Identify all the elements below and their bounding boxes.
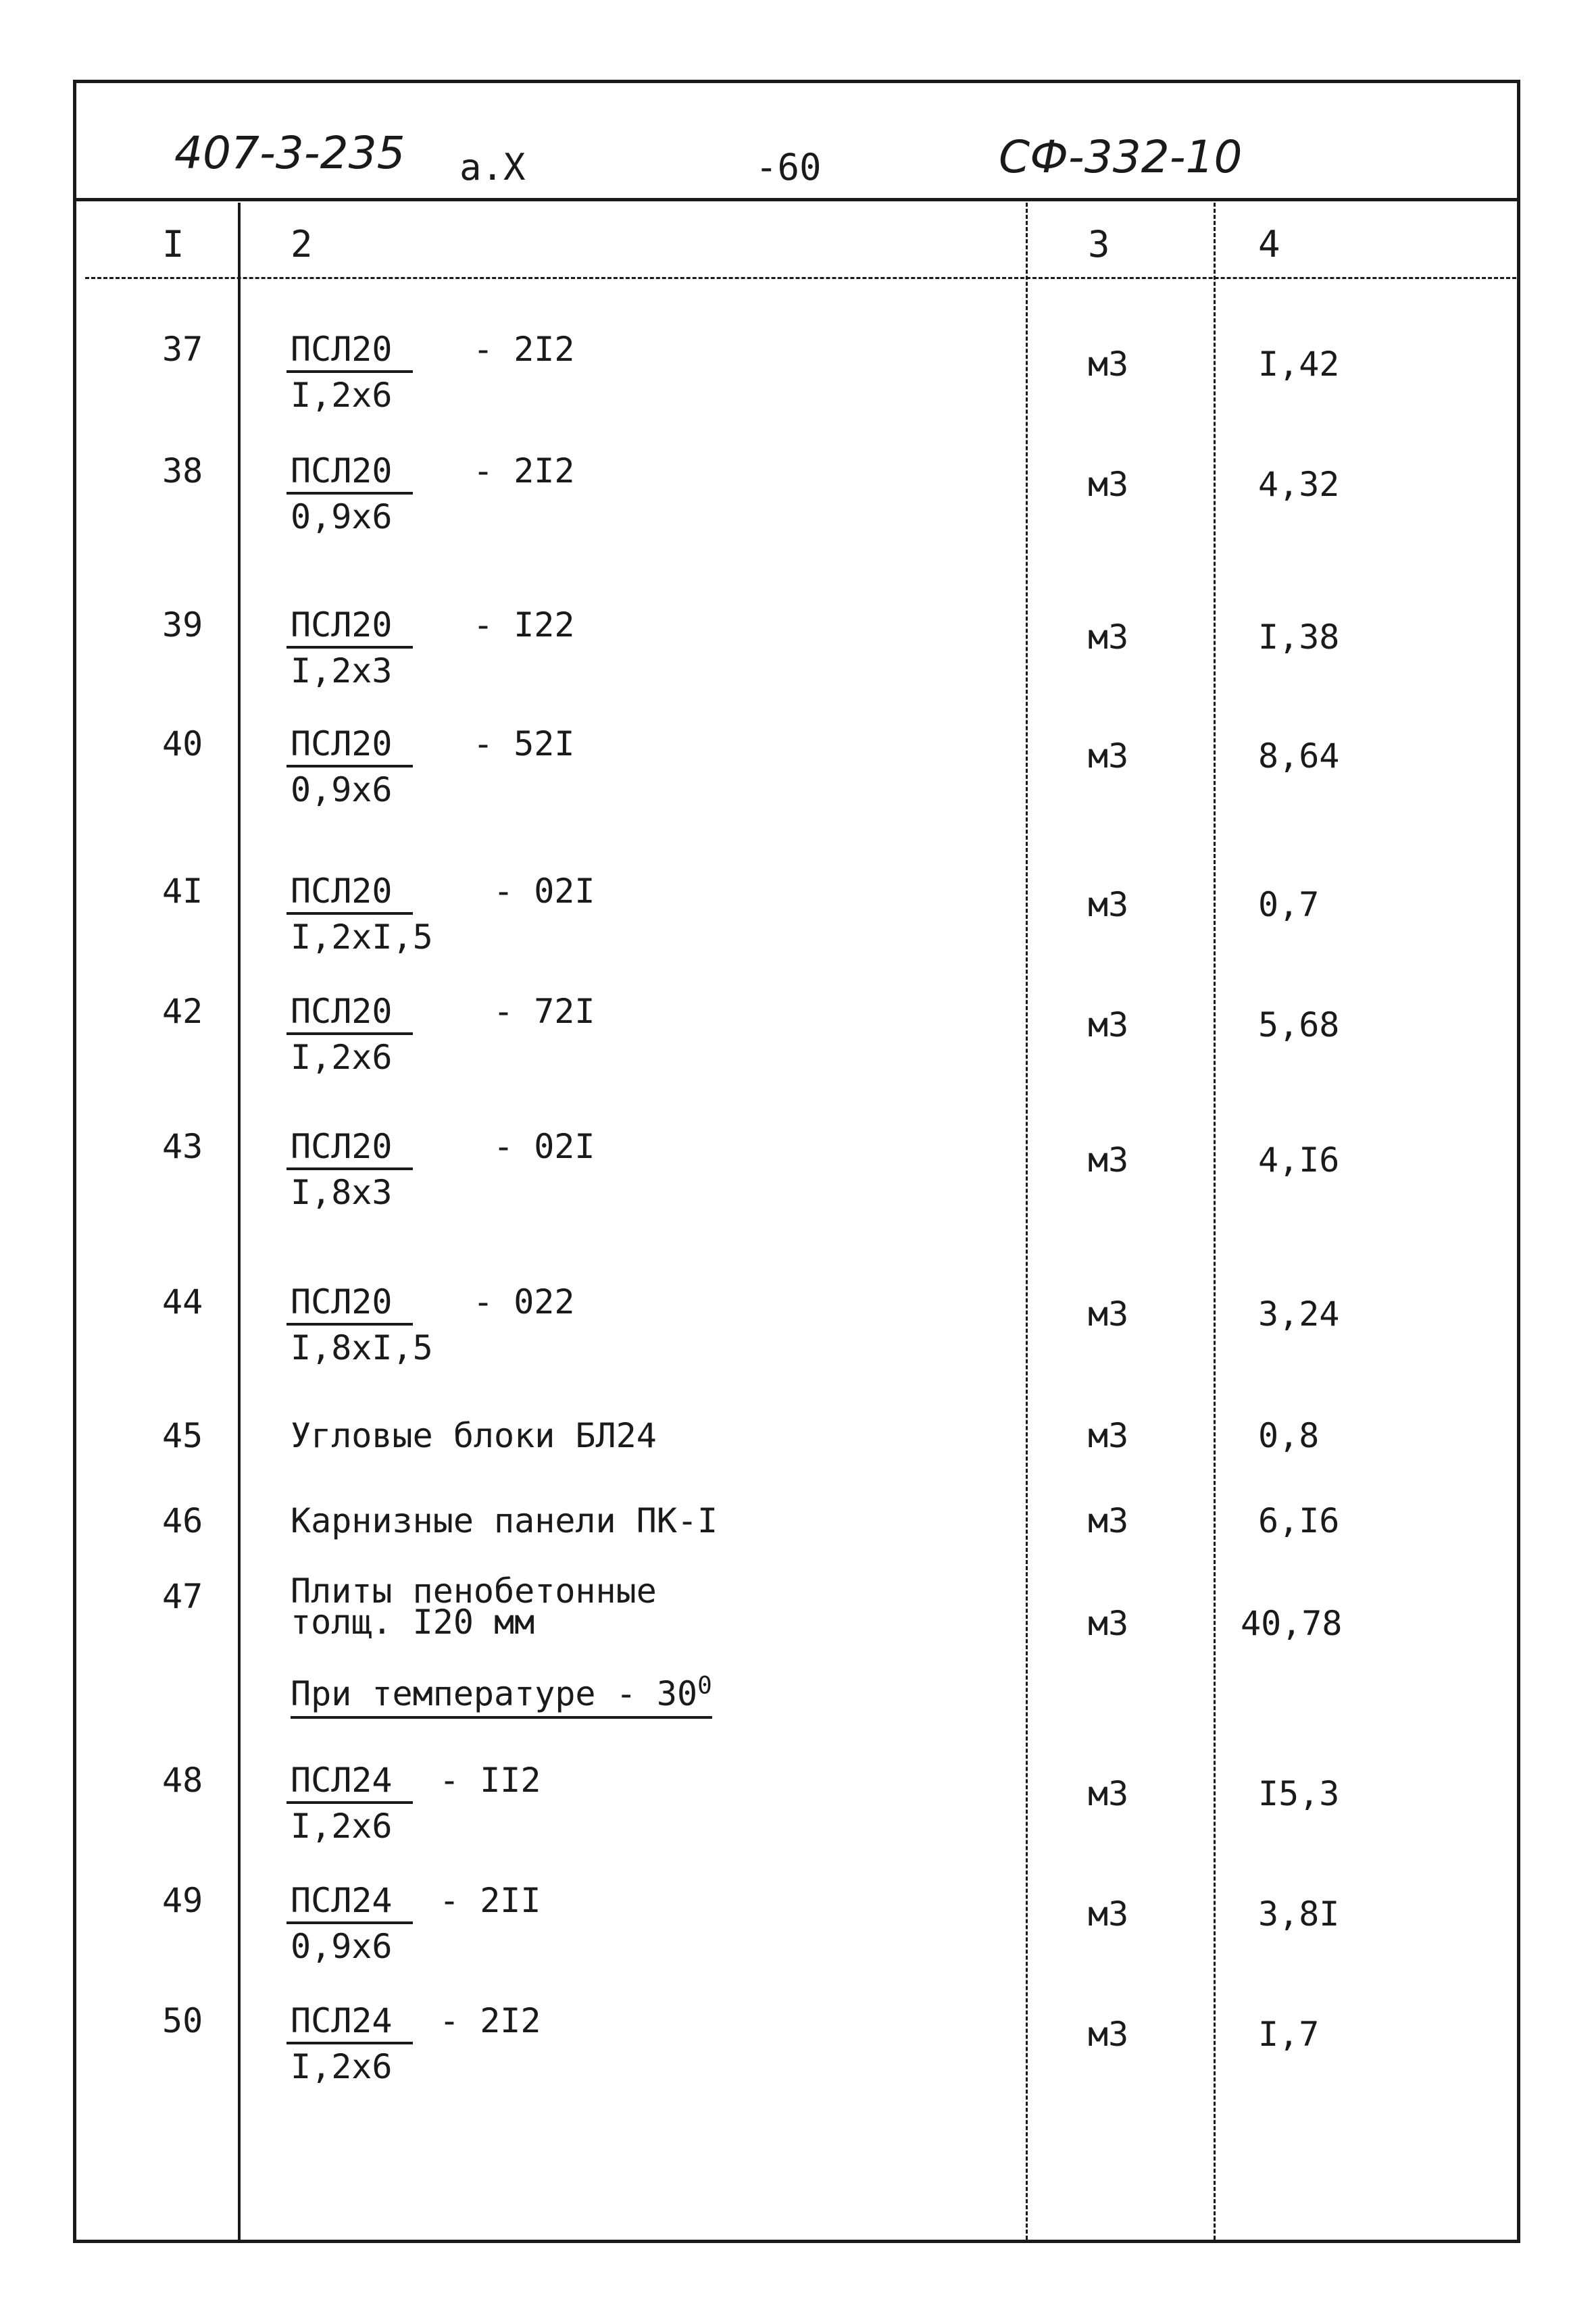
col-rule-3 [1214, 203, 1216, 2240]
item-fraction [286, 451, 575, 536]
unit-cell: м3 [1088, 345, 1129, 384]
subheading-text: При температуре - 30 [291, 1674, 698, 1713]
doc-number: 407-3-235 [174, 127, 405, 179]
fraction-top: ПСЛ20 [286, 330, 413, 373]
col-header-3: 3 [1088, 223, 1110, 266]
unit-cell: м3 [1088, 465, 1129, 504]
item-code: - 2II [439, 1881, 541, 1920]
unit-cell: м3 [1088, 1005, 1129, 1045]
col-header-2: 2 [291, 223, 313, 266]
fraction-top: ПСЛ24 [286, 1761, 413, 1804]
doc-code: СФ-332-10 [999, 131, 1243, 183]
fraction-bottom: I,8xI,5 [291, 1328, 433, 1367]
item-code: - 02I [493, 872, 595, 911]
fraction-top: ПСЛ20 [286, 605, 413, 649]
fraction-top: ПСЛ20 [286, 992, 413, 1035]
col-header-1: I [162, 223, 184, 266]
section-subheading [291, 1671, 712, 1713]
fraction-bottom: 0,9x6 [291, 1927, 393, 1966]
row-number: 46 [162, 1501, 203, 1540]
value-cell: I,7 [1258, 2015, 1320, 2054]
value-cell: 0,8 [1258, 1416, 1320, 1455]
fraction-bottom: 0,9x6 [291, 497, 393, 536]
unit-cell: м3 [1088, 1416, 1129, 1455]
value-cell: 3,24 [1258, 1294, 1340, 1334]
value-cell: I,38 [1258, 618, 1340, 657]
fraction-bottom: I,2x6 [291, 2047, 393, 2086]
fraction-top: ПСЛ24 [286, 2001, 413, 2044]
unit-cell: м3 [1088, 1140, 1129, 1180]
fraction-top: ПСЛ20 [286, 451, 413, 495]
degree-sup: 0 [697, 1671, 712, 1699]
item-fraction [286, 1881, 541, 1966]
row-number: 40 [162, 724, 203, 763]
row-number: 45 [162, 1416, 203, 1455]
unit-cell: м3 [1088, 885, 1129, 924]
fraction-bottom: I,2x6 [291, 376, 393, 415]
unit-cell: м3 [1088, 618, 1129, 657]
col-rule-2 [1026, 203, 1028, 2240]
item-fraction [286, 1127, 595, 1212]
fraction-bottom: I,2xI,5 [291, 917, 433, 957]
value-cell: 6,I6 [1258, 1501, 1340, 1540]
value-cell: 3,8I [1258, 1894, 1340, 1934]
unit-cell: м3 [1088, 1774, 1129, 1813]
value-cell: 8,64 [1258, 736, 1340, 776]
value-cell: 5,68 [1258, 1005, 1340, 1045]
fraction-top: ПСЛ20 [286, 872, 413, 915]
unit-cell: м3 [1088, 2015, 1129, 2054]
unit-cell: м3 [1088, 1294, 1129, 1334]
row-number: 49 [162, 1881, 203, 1920]
col-rule-1 [238, 203, 241, 2240]
item-fraction [286, 1761, 541, 1846]
row-number: 48 [162, 1761, 203, 1800]
unit-cell: м3 [1088, 1894, 1129, 1934]
row-number: 47 [162, 1577, 203, 1616]
value-cell: 4,32 [1258, 465, 1340, 504]
row-number: 43 [162, 1127, 203, 1166]
item-fraction [286, 872, 595, 957]
unit-cell: м3 [1088, 736, 1129, 776]
row-number: 44 [162, 1282, 203, 1322]
item-description-line2: толщ. I20 мм [291, 1603, 535, 1642]
value-cell: 4,I6 [1258, 1140, 1340, 1180]
value-cell: I5,3 [1258, 1774, 1340, 1813]
col-header-4: 4 [1258, 223, 1280, 266]
fraction-top: ПСЛ20 [286, 1127, 413, 1170]
item-description [291, 1571, 657, 1642]
unit-cell: м3 [1088, 1604, 1129, 1643]
fraction-top: ПСЛ20 [286, 1282, 413, 1326]
item-code: - 2I2 [473, 330, 575, 369]
item-fraction [286, 2001, 541, 2086]
item-code: - II2 [439, 1761, 541, 1800]
item-code: - 72I [493, 992, 595, 1031]
value-cell: 0,7 [1258, 885, 1320, 924]
item-fraction [286, 330, 575, 415]
item-code: - I22 [473, 605, 575, 645]
item-description-line1: Плиты пенобетонные [291, 1571, 657, 1611]
item-code: - 2I2 [473, 451, 575, 491]
fraction-bottom: I,2x6 [291, 1038, 393, 1077]
item-fraction [286, 1282, 575, 1367]
fraction-bottom: I,2x3 [291, 651, 393, 690]
item-code: - 52I [473, 724, 575, 763]
page-number: -60 [755, 146, 822, 188]
unit-cell: м3 [1088, 1501, 1129, 1540]
fraction-bottom: I,8x3 [291, 1173, 393, 1212]
row-number: 50 [162, 2001, 203, 2040]
fraction-bottom: I,2x6 [291, 1807, 393, 1846]
item-code: - 02I [493, 1127, 595, 1166]
value-cell: 40,78 [1241, 1604, 1343, 1643]
fraction-top: ПСЛ20 [286, 724, 413, 768]
row-number: 42 [162, 992, 203, 1031]
item-description: Карнизные панели ПК-I [291, 1501, 718, 1540]
album-label: а.X [459, 146, 526, 188]
row-number: 38 [162, 451, 203, 491]
item-fraction [286, 724, 575, 809]
column-header-divider [85, 277, 1516, 279]
header-divider [76, 198, 1517, 201]
item-fraction [286, 605, 575, 690]
fraction-bottom: 0,9x6 [291, 770, 393, 809]
row-number: 39 [162, 605, 203, 645]
row-number: 37 [162, 330, 203, 369]
item-code: - 2I2 [439, 2001, 541, 2040]
item-fraction [286, 992, 595, 1077]
value-cell: I,42 [1258, 345, 1340, 384]
row-number: 4I [162, 872, 203, 911]
fraction-top: ПСЛ24 [286, 1881, 413, 1924]
item-description: Угловые блоки БЛ24 [291, 1416, 657, 1455]
item-code: - 022 [473, 1282, 575, 1322]
